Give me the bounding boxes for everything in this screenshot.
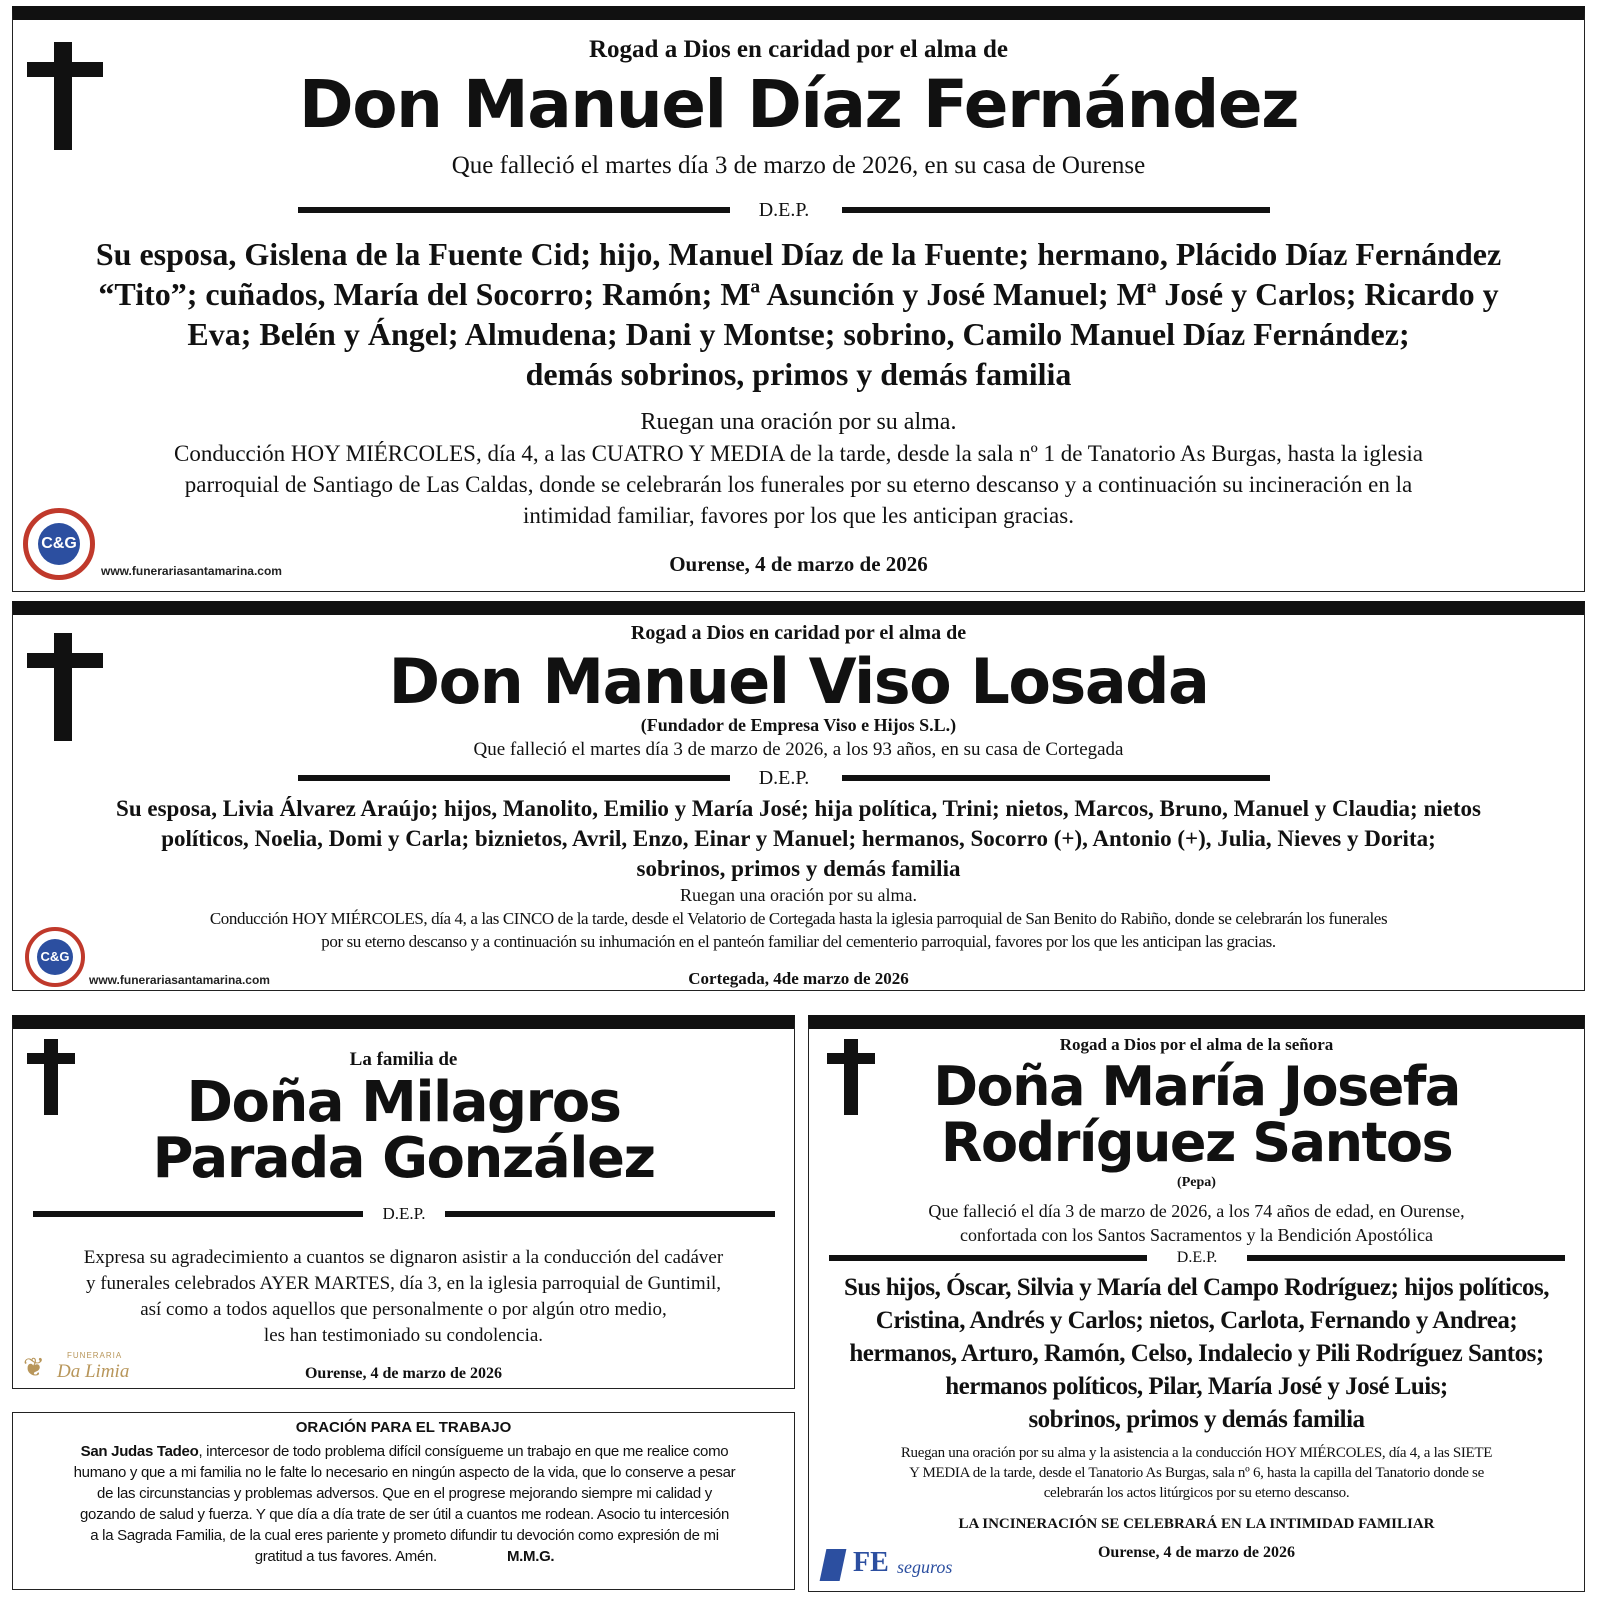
family-line: Sus hijos, Óscar, Silvia y María del Campo Rodríguez; hijos políticos,: [843, 1274, 1550, 1301]
procession-details: [13, 907, 1584, 953]
procession-line: Y MEDIA de la tarde, desde el Tanatorio As Burgas, sala nº 6, hasta la capilla del Tanatorio donde se: [909, 1465, 1484, 1481]
prayer-line: de las circunstancias y problemas adversos. Que en el progrese mejorando siempre mi calidad y: [97, 1485, 712, 1502]
death-statement: Que falleció el martes día 3 de marzo de 2026, a los 93 años, en su casa de Cortegada: [473, 739, 1124, 760]
deceased-name: Don Manuel Díaz Fernández: [298, 66, 1299, 143]
fe-logo-text: FE: [853, 1547, 889, 1578]
deceased-name: Don Manuel Viso Losada: [388, 645, 1209, 718]
prayer-line: humano y que a mi familia no le falte lo necesario en ningún aspecto de la vida, que lo conserve a pesar: [73, 1464, 736, 1481]
death-statement: [809, 1199, 1584, 1247]
prayer-saint-name: San Judas Tadeo: [80, 1443, 199, 1460]
funeraria-santamarina-logo: C&G: [25, 927, 85, 987]
dep-label: D.E.P.: [1176, 1249, 1218, 1266]
family-list: [13, 234, 1584, 394]
procession-details: [809, 1443, 1584, 1503]
notice-date: Ourense, 4 de marzo de 2026: [304, 1365, 502, 1382]
notice-intro: La familia de: [349, 1049, 458, 1070]
obituary-notice-rodriguez-santos: [808, 1015, 1585, 1592]
deceased-name: [13, 1070, 794, 1191]
funeraria-santamarina-logo: C&G: [23, 508, 95, 580]
notice-intro: Rogad a Dios en caridad por el alma de: [630, 622, 967, 644]
dep-divider: [33, 1202, 775, 1226]
cremation-notice: LA INCINERACIÓN SE CELEBRARÁ EN LA INTIMIDAD FAMILIAR: [958, 1516, 1435, 1532]
deceased-nickname: (Pepa): [1177, 1175, 1216, 1190]
name-line: Doña Milagros: [186, 1070, 621, 1135]
death-line: Que falleció el día 3 de marzo de 2026, a los 74 años de edad, en Ourense,: [928, 1201, 1465, 1221]
procession-line: celebrarán los actos litúrgicos por su eterno descanso.: [1043, 1485, 1350, 1501]
notice-intro: Rogad a Dios por el alma de la señora: [1059, 1035, 1334, 1054]
family-line: Su esposa, Livia Álvarez Araújo; hijos, Manolito, Emilio y María José; hija política, Trini; nietos, Marcos, Bruno, Manuel y Claudia; nietos: [116, 796, 1481, 821]
family-line: “Tito”; cuñados, María del Socorro; Ramón; Mª Asunción y José Manuel; Mª José y Carlos; Ricardo y: [98, 276, 1499, 312]
procession-line: Ruegan una oración por su alma y la asistencia a la conducción HOY MIÉRCOLES, día 4, a las SIETE: [900, 1445, 1493, 1461]
family-line: Su esposa, Gislena de la Fuente Cid; hijo, Manuel Díaz de la Fuente; hermano, Plácido Díaz Fernández: [95, 236, 1502, 272]
deceased-subtitle: (Fundador de Empresa Viso e Hijos S.L.): [640, 715, 957, 735]
prayer-body: [23, 1441, 786, 1567]
gratitude-line: así como a todos aquellos que personalmente o por algún otro medio,: [140, 1299, 667, 1320]
funeral-home-website: www.funerariasantamarina.com: [89, 973, 270, 987]
family-line: demás sobrinos, primos y demás familia: [525, 356, 1072, 392]
laurel-icon: ❦: [23, 1353, 45, 1382]
family-line: hermanos, Arturo, Ramón, Celso, Indalecio y Pili Rodríguez Santos;: [849, 1340, 1544, 1367]
prayer-line: gozando de salud y fuerza. Y que día a día trate de ser útil a cuantos me rodean. Asocio tu intercesión: [80, 1506, 729, 1523]
prayer-line: gratitud a tus favores. Amén.: [254, 1548, 437, 1565]
procession-line: parroquial de Santiago de Las Caldas, donde se celebrarán los funerales por su eterno descanso y a continuación su incineración en la: [184, 472, 1413, 497]
gratitude-notice-parada-gonzalez: [12, 1015, 795, 1389]
family-line: sobrinos, primos y demás familia: [1028, 1406, 1365, 1433]
notice-date: Cortegada, 4de marzo de 2026: [688, 969, 909, 988]
deceased-name: [809, 1055, 1584, 1174]
family-line: políticos, Noelia, Domi y Carla; biznietos, Avril, Enzo, Einar y Manuel; hermanos, Socorro (+), Antonio (+), Julia, Nieves y Dorita;: [161, 826, 1436, 851]
gratitude-line: les han testimoniado su condolencia.: [263, 1325, 544, 1346]
logo-main-text: Da Limia: [57, 1361, 130, 1382]
dep-divider: [298, 196, 1270, 224]
name-line: Rodríguez Santos: [940, 1111, 1453, 1174]
procession-line: Conducción HOY MIÉRCOLES, día 4, a las CINCO de la tarde, desde el Velatorio de Cortegada hasta la iglesia parroquial de San Benito do Rabiño, donde se celebrarán los funerales: [209, 909, 1388, 928]
death-line: confortada con los Santos Sacramentos y la Bendición Apostólica: [960, 1225, 1433, 1245]
prayer-request: Ruegan una oración por su alma.: [640, 409, 957, 435]
prayer-line: , intercesor de todo problema difícil consígueme un trabajo en que me realice como: [198, 1443, 729, 1460]
family-line: hermanos políticos, Pilar, María José y José Luis;: [945, 1373, 1448, 1400]
dep-label: D.E.P.: [758, 767, 810, 789]
obituary-notice-viso-losada: [12, 601, 1585, 991]
dep-label: D.E.P.: [758, 199, 810, 221]
family-line: sobrinos, primos y demás familia: [636, 856, 961, 881]
gratitude-text: [13, 1245, 794, 1349]
dep-divider: [298, 766, 1270, 790]
notice-date: Ourense, 4 de marzo de 2026: [669, 552, 928, 576]
death-statement: Que falleció el martes día 3 de marzo de 2026, en su casa de Ourense: [451, 152, 1146, 179]
notice-intro: Rogad a Dios en caridad por el alma de: [589, 36, 1008, 63]
prayer-title: ORACIÓN PARA EL TRABAJO: [295, 1419, 512, 1436]
prayer-request: Ruegan una oración por su alma.: [680, 885, 917, 905]
procession-details: [13, 438, 1584, 531]
notice-date: Ourense, 4 de marzo de 2026: [1097, 1544, 1295, 1561]
dep-label: D.E.P.: [382, 1204, 426, 1223]
family-list: [13, 794, 1584, 884]
logo-small-text: FUNERARIA: [67, 1351, 123, 1360]
funeral-home-website: www.funerariasantamarina.com: [101, 564, 282, 578]
name-line: Doña María Josefa: [933, 1055, 1460, 1118]
prayer-signature: M.M.G.: [506, 1548, 555, 1565]
family-line: Cristina, Andrés y Carlos; nietos, Carlota, Fernando y Andrea;: [875, 1307, 1518, 1334]
gratitude-line: Expresa su agradecimiento a cuantos se dignaron asistir a la conducción del cadáver: [83, 1247, 724, 1268]
gratitude-line: y funerales celebrados AYER MARTES, día 3, en la iglesia parroquial de Guntimil,: [85, 1273, 722, 1294]
name-line: Parada González: [152, 1126, 655, 1191]
prayer-for-work-box: [12, 1412, 795, 1590]
procession-line: Conducción HOY MIÉRCOLES, día 4, a las CUATRO Y MEDIA de la tarde, desde la sala nº 1 de Tanatorio As Burgas, hasta la iglesia: [174, 441, 1423, 466]
procession-line: por su eterno descanso y a continuación su inhumación en el panteón familiar del cementerio parroquial, favores por los que les anticipan las gracias.: [321, 932, 1276, 951]
seguros-logo-text: seguros: [897, 1557, 953, 1577]
obituary-notice-diaz-fernandez: [12, 6, 1585, 592]
prayer-line: a la Sagrada Familia, de la cual eres pariente y prometo difundir tu devoción como expresión de mi: [90, 1527, 719, 1544]
dep-divider: [829, 1247, 1565, 1269]
procession-line: intimidad familiar, favores por los que les anticipan gracias.: [523, 503, 1074, 528]
family-list: [809, 1271, 1584, 1436]
family-line: Eva; Belén y Ángel; Almudena; Dani y Montse; sobrino, Camilo Manuel Díaz Fernández;: [187, 316, 1410, 352]
